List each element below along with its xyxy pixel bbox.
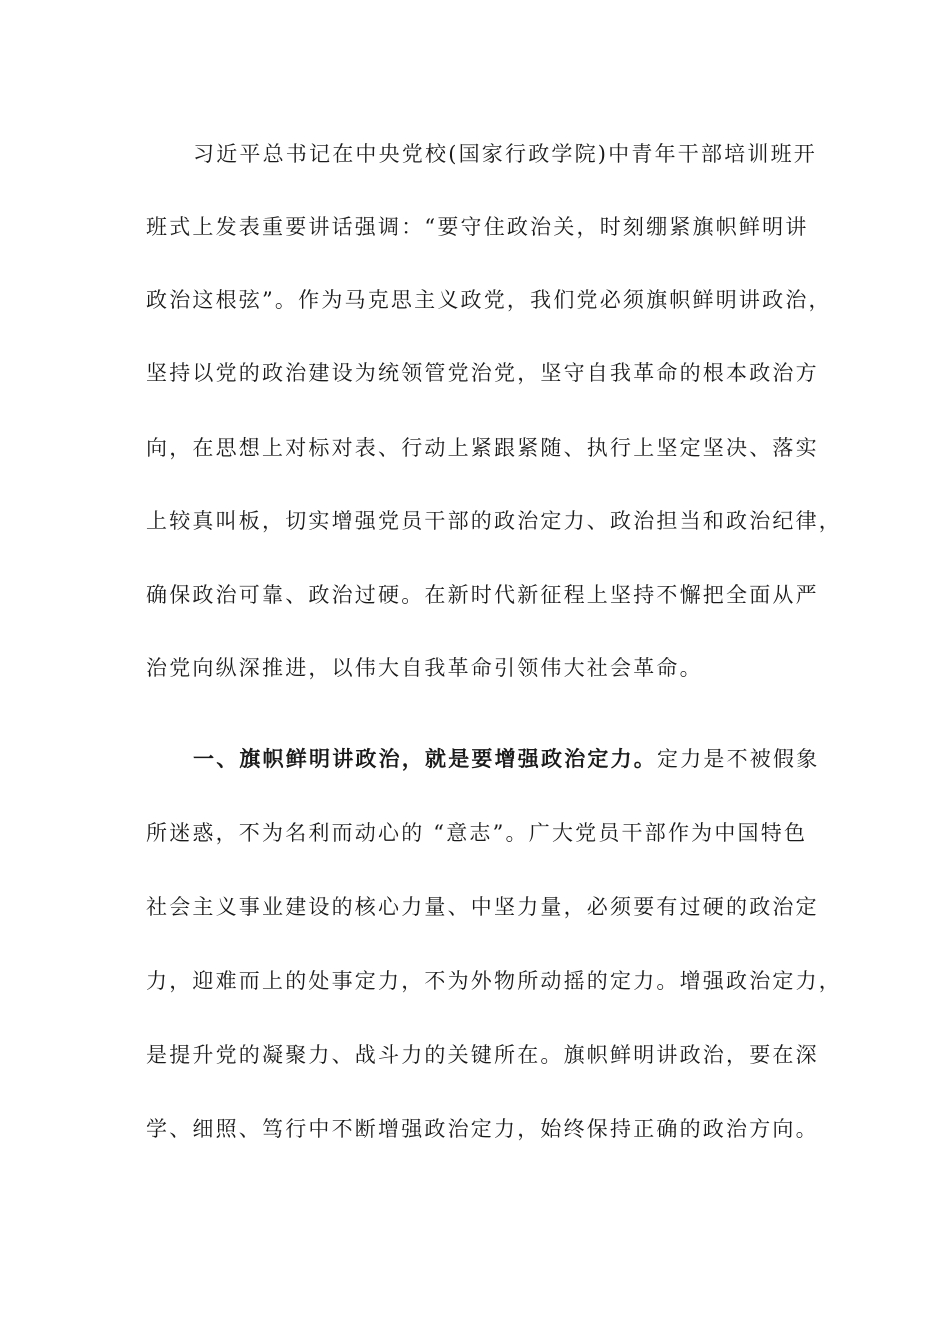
heading-continuation: 定力是不被假象	[657, 747, 820, 771]
paragraph-line: 所迷惑，不为名利而动心的 “意志”。广大党员干部作为中国特色	[146, 821, 808, 845]
paragraph-line: 习近平总书记在中央党校(国家行政学院)中青年干部培训班开	[193, 142, 817, 166]
paragraph-line: 坚持以党的政治建设为统领管党治党，坚守自我革命的根本政治方	[146, 361, 819, 385]
paragraph-line: 社会主义事业建设的核心力量、中坚力量，必须要有过硬的政治定	[146, 895, 819, 919]
paragraph-line: 上较真叫板，切实增强党员干部的政治定力、政治担当和政治纪律，	[146, 509, 842, 533]
paragraph-line: 向，在思想上对标对表、行动上紧跟紧随、执行上坚定坚决、落实	[146, 436, 819, 460]
paragraph-line: 治党向纵深推进，以伟大自我革命引领伟大社会革命。	[146, 656, 703, 680]
paragraph-line	[193, 743, 863, 775]
paragraph-line: 力，迎难而上的处事定力，不为外物所动摇的定力。增强政治定力，	[146, 969, 842, 993]
section-heading: 一、旗帜鲜明讲政治，就是要增强政治定力。	[193, 746, 657, 771]
paragraph-line: 是提升党的凝聚力、战斗力的关键所在。旗帜鲜明讲政治，要在深	[146, 1043, 819, 1067]
paragraph-line: 政治这根弦”。作为马克思主义政党，我们党必须旗帜鲜明讲政治，	[146, 288, 832, 312]
paragraph-line: 确保政治可靠、政治过硬。在新时代新征程上坚持不懈把全面从严	[146, 583, 819, 607]
paragraph-line: 学、细照、笃行中不断增强政治定力，始终保持正确的政治方向。	[146, 1117, 819, 1141]
paragraph-line: 班式上发表重要讲话强调：“要守住政治关，时刻绷紧旗帜鲜明讲	[146, 215, 809, 239]
